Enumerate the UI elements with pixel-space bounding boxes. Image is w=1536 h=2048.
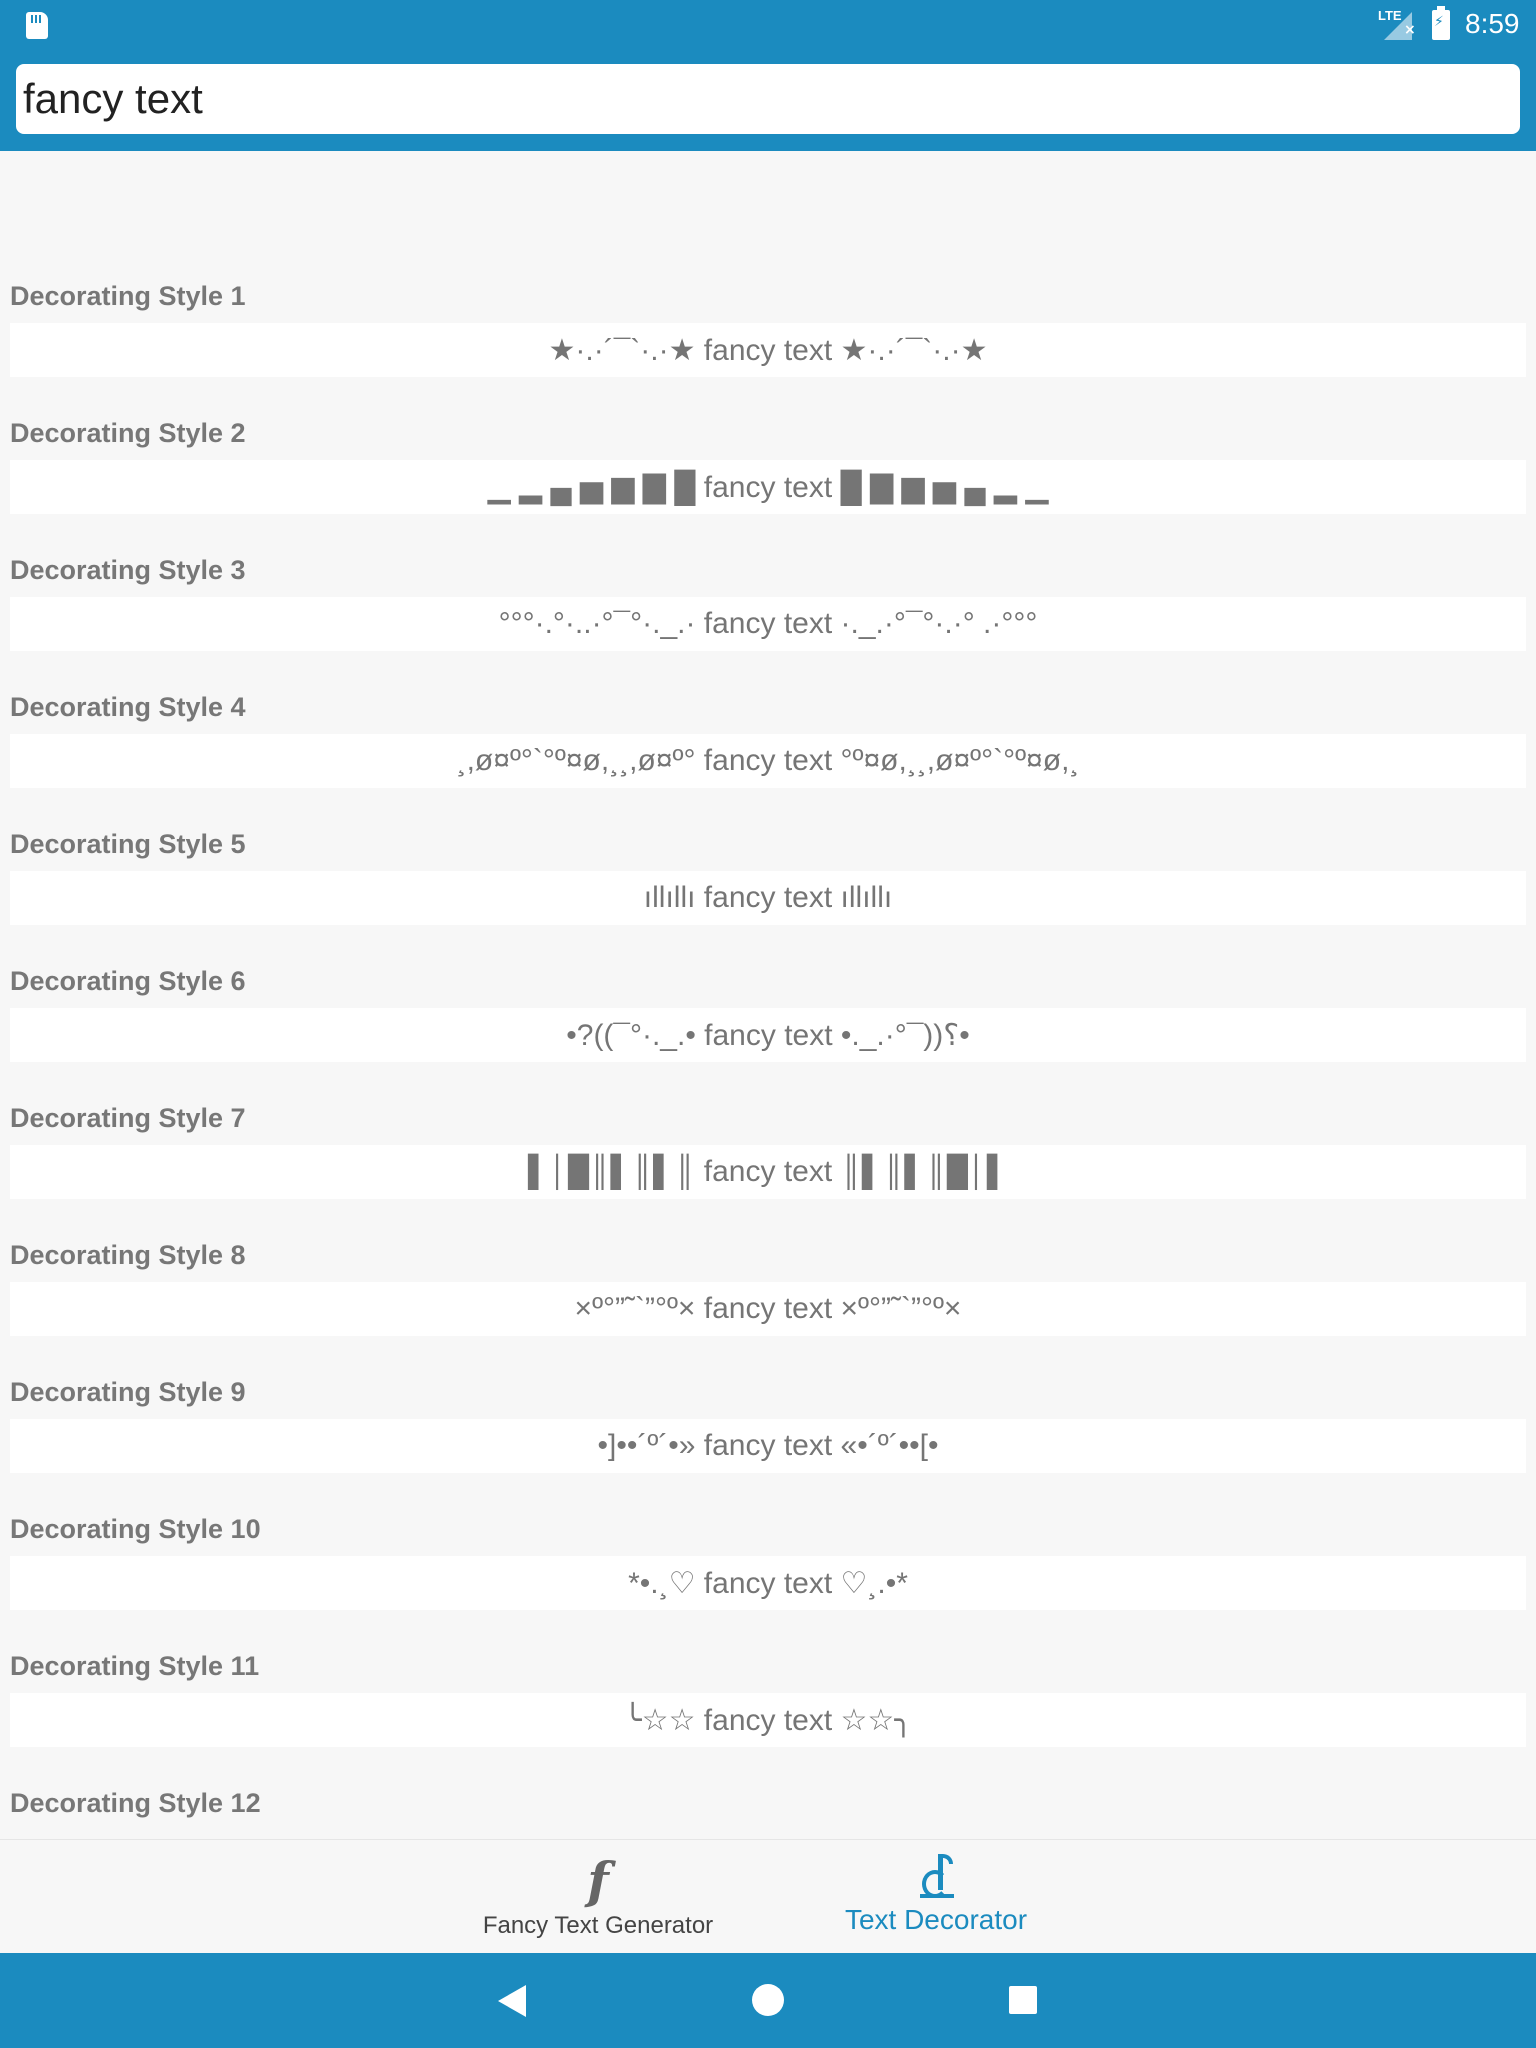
back-icon[interactable]: [498, 1985, 526, 2017]
style-title: Decorating Style 8: [10, 1240, 246, 1270]
style-result[interactable]: [10, 460, 1526, 514]
style-title: Decorating Style 9: [10, 1377, 246, 1407]
style-title: Decorating Style 7: [10, 1103, 246, 1133]
bottom-navigation: [0, 1839, 1536, 1953]
style-result[interactable]: [10, 1693, 1526, 1747]
note-decorator-icon: [916, 1854, 956, 1900]
lte-label: LTE: [1378, 8, 1402, 23]
status-time: 8:59: [1465, 8, 1520, 39]
style-result[interactable]: [10, 1282, 1526, 1336]
style-title: Decorating Style 10: [10, 1514, 261, 1544]
tab-label: Text Decorator: [844, 1904, 1028, 1935]
style-title: Decorating Style 2: [10, 418, 246, 448]
style-result-text: ▌│█║▌║▌║ fancy text ║▌║▌║█│▌: [527, 1155, 1009, 1188]
no-signal-x-icon: ×: [1404, 22, 1416, 38]
style-title: Decorating Style 11: [10, 1651, 260, 1681]
sd-card-icon: [26, 12, 48, 39]
home-icon[interactable]: [752, 1984, 784, 2016]
style-result-text: •?((¯°·._.• fancy text •._.·°¯))؟•: [566, 1018, 970, 1052]
style-result-text: ×º°”˜`”°º× fancy text ×º°”˜`”°º×: [574, 1292, 962, 1325]
recent-apps-icon[interactable]: [1009, 1986, 1037, 2014]
style-title: Decorating Style 12: [10, 1788, 261, 1818]
style-title: Decorating Style 1: [10, 281, 246, 311]
text-input-box[interactable]: [16, 64, 1520, 134]
style-result[interactable]: [10, 1419, 1526, 1473]
f-letter-icon: f: [587, 1851, 609, 1910]
style-result[interactable]: [10, 1145, 1526, 1199]
tab-text-decorator[interactable]: [776, 1840, 1096, 1954]
text-input[interactable]: [16, 64, 1520, 134]
style-result-text: *•.¸♡ fancy text ♡¸.•*: [628, 1566, 908, 1600]
style-result[interactable]: [10, 734, 1526, 788]
style-result[interactable]: [10, 597, 1526, 651]
style-result[interactable]: [10, 1556, 1526, 1610]
system-navigation-bar: [0, 1953, 1536, 2048]
style-title: Decorating Style 4: [10, 692, 246, 722]
style-result-text: ★·.·´¯`·.·★ fancy text ★·.·´¯`·.·★: [548, 333, 988, 367]
style-title: Decorating Style 3: [10, 555, 246, 585]
style-result-text: ▁ ▂ ▄ ▅ ▆ ▇ █ fancy text █ ▇ ▆ ▅ ▄ ▂ ▁: [487, 470, 1049, 504]
styles-list[interactable]: [0, 151, 1536, 1839]
style-title: Decorating Style 6: [10, 966, 246, 996]
style-title: Decorating Style 5: [10, 829, 246, 859]
status-bar: [0, 0, 1536, 50]
style-result[interactable]: [10, 1008, 1526, 1062]
style-result-text: ¸,ø¤º°`°º¤ø,¸¸,ø¤º° fancy text °º¤ø,¸¸,ø¤º°`°º¤ø,¸: [456, 744, 1080, 777]
tab-fancy-text-generator[interactable]: [438, 1840, 758, 1954]
style-result-text: °°°·.°·..·°¯°·._.· fancy text ·._.·°¯°·.·° .·°°°: [498, 607, 1038, 640]
style-result[interactable]: [10, 323, 1526, 377]
style-result-text: ıllıllı fancy text ıllıllı: [643, 881, 893, 914]
battery-charging-icon: [1432, 10, 1450, 40]
style-result-text: ╰☆☆ fancy text ☆☆╮: [623, 1703, 913, 1737]
tab-label: Fancy Text Generator: [482, 1912, 714, 1939]
style-result[interactable]: [10, 871, 1526, 925]
style-result-text: •]••´º´•» fancy text «•´º´••[•: [597, 1429, 939, 1462]
app-bar: [0, 0, 1536, 151]
